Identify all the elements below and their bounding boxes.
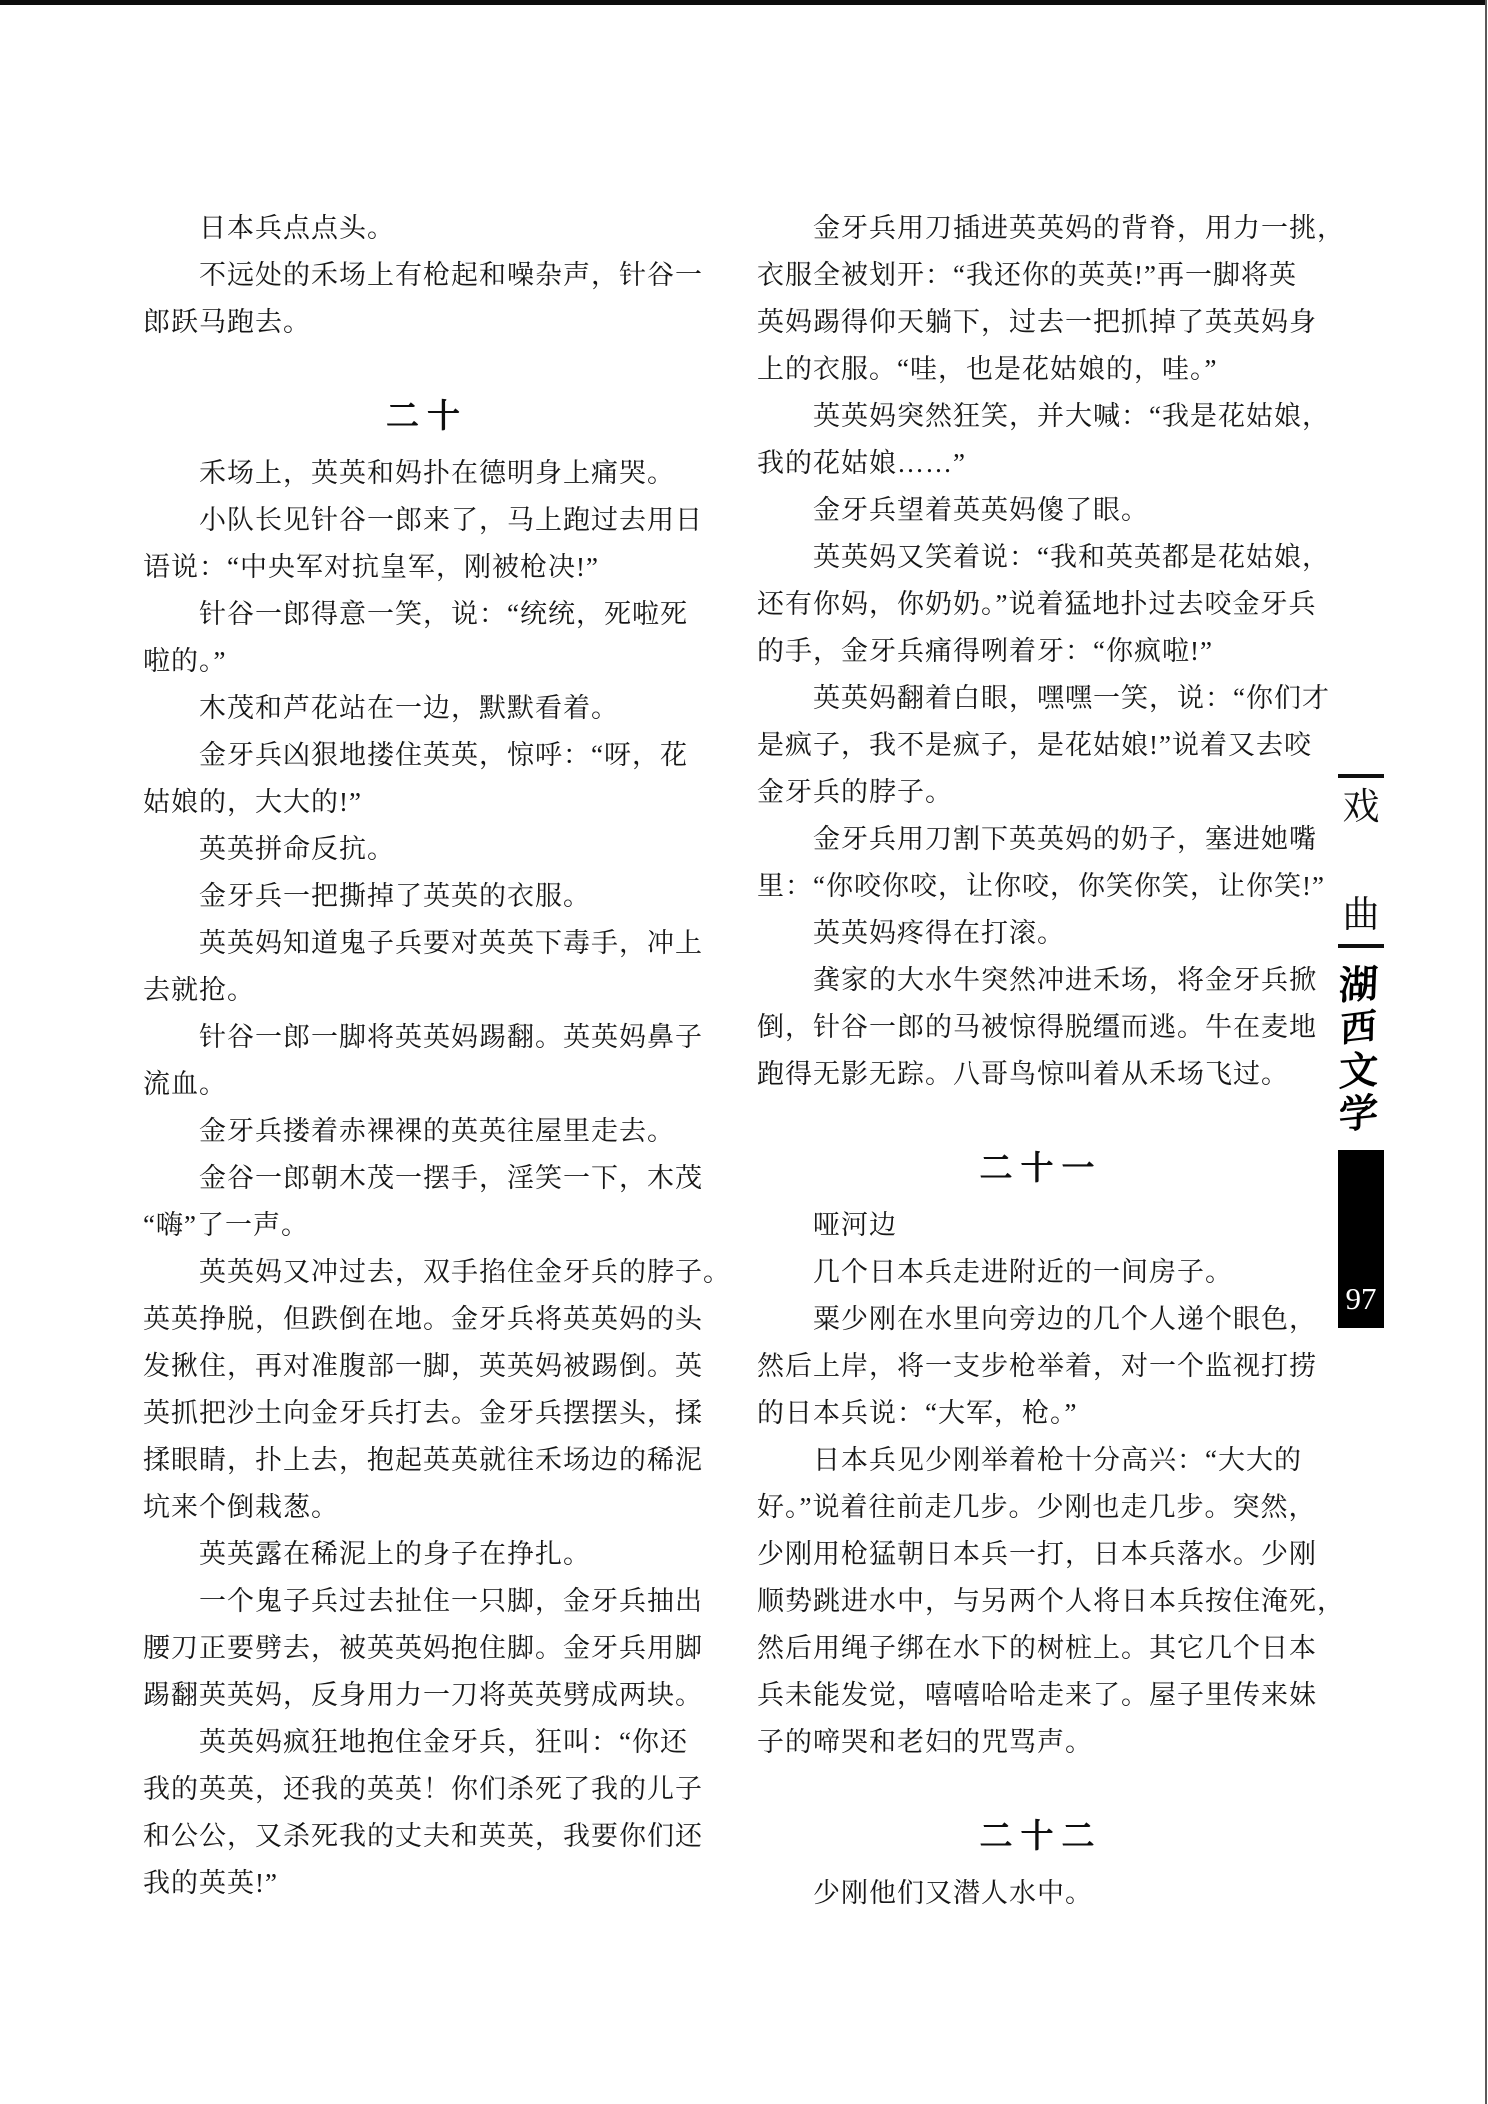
script-text-line: 一个鬼子兵过去扯住一只脚，金牙兵抽出 [143,1586,703,1616]
script-text-line: 少刚用枪猛朝日本兵一打，日本兵落水。少刚 [757,1539,1317,1569]
script-text-line: 我的花姑娘……” [757,448,966,478]
script-text-line: 然后上岸，将一支步枪举着，对一个监视打捞 [757,1351,1317,1381]
script-text-line: 英英妈又笑着说：“我和英英都是花姑娘， [757,542,1330,572]
script-text-line: 英抓把沙土向金牙兵打去。金牙兵摆摆头，揉 [143,1398,703,1428]
script-text-line: 小队长见针谷一郎来了，马上跑过去用日 [143,505,703,535]
script-text-line: 我的英英!” [143,1868,278,1898]
scene-heading: 二十 [386,397,468,434]
section-label-char: 戏 [1342,787,1380,828]
script-text-line: 金牙兵凶狠地搂住英英，惊呼：“呀，花 [143,740,688,770]
script-text-line: 的日本兵说：“大军，枪。” [757,1398,1078,1428]
script-text-line: 上的衣服。“哇，也是花姑娘的，哇。” [757,354,1218,384]
script-text-line: 哑河边 [757,1210,897,1240]
script-text-line: 坑来个倒栽葱。 [143,1492,339,1522]
script-text-line: 英英妈翻着白眼，嘿嘿一笑，说：“你们才 [757,683,1330,713]
script-text-line: 啦的。” [143,646,227,676]
scene-heading: 二十一 [979,1149,1103,1186]
script-text-line: 金牙兵一把撕掉了英英的衣服。 [143,881,591,911]
logo-char: 湖 [1338,962,1380,1009]
top-rule [0,0,1487,5]
script-text-line: 金牙兵用刀插进英英妈的背脊，用力一挑， [757,213,1345,243]
script-text-line: 英妈踢得仰天躺下，过去一把抓掉了英英妈身 [757,307,1317,337]
script-text-line: 和公公，又杀死我的丈夫和英英，我要你们还 [143,1821,703,1851]
script-text-line: 金牙兵望着英英妈傻了眼。 [757,495,1149,525]
script-text-line: 木茂和芦花站在一边，默默看着。 [143,693,619,723]
script-text-line: 禾场上，英英和妈扑在德明身上痛哭。 [143,458,675,488]
script-text-line: 顺势跳进水中，与另两个人将日本兵按住淹死， [757,1586,1345,1616]
page-number: 97 [1345,1281,1377,1316]
logo-char: 文 [1338,1048,1380,1095]
script-text-line: 去就抢。 [143,975,255,1005]
script-text-line: 少刚他们又潜人水中。 [757,1878,1093,1908]
script-text-line: 英英露在稀泥上的身子在挣扎。 [143,1539,591,1569]
script-text-line: 的手，金牙兵痛得咧着牙：“你疯啦!” [757,636,1213,666]
script-text-line: 跑得无影无踪。八哥鸟惊叫着从禾场飞过。 [757,1059,1289,1089]
right-column [757,205,1345,1917]
script-text-line: 几个日本兵走进附近的一间房子。 [757,1257,1233,1287]
logo-char: 学 [1338,1091,1380,1138]
script-text-line: 龚家的大水牛突然冲进禾场，将金牙兵掀 [757,965,1317,995]
script-text-line: 好。”说着往前走几步。少刚也走几步。突然， [757,1492,1317,1522]
script-text-line: 金谷一郎朝木茂一摆手，淫笑一下，木茂 [143,1163,703,1193]
script-text-line: 倒，针谷一郎的马被惊得脱缰而逃。牛在麦地 [757,1012,1317,1042]
script-text-line: 姑娘的，大大的!” [143,787,362,817]
script-text-line: 踢翻英英妈，反身用力一刀将英英劈成两块。 [143,1680,703,1710]
script-text-line: 日本兵点点头。 [143,213,395,243]
script-text-line: 里：“你咬你咬，让你咬，你笑你笑，让你笑!” [757,871,1325,901]
script-text-line: 金牙兵搂着赤裸裸的英英往屋里走去。 [143,1116,675,1146]
left-column [143,205,731,1907]
script-text-line: 揉眼睛，扑上去，抱起英英就往禾场边的稀泥 [143,1445,703,1475]
script-text-line: “嗨”了一声。 [143,1210,309,1240]
script-text-line: 英英妈又冲过去，双手掐住金牙兵的脖子。 [143,1257,731,1287]
script-text-line: 英英妈突然狂笑，并大喊：“我是花姑娘， [757,401,1330,431]
script-text-line: 语说：“中央军对抗皇军，刚被枪决!” [143,552,599,582]
script-text-line: 是疯子，我不是疯子，是花姑娘!”说着又去咬 [757,730,1312,760]
logo-char: 西 [1340,1006,1378,1051]
right-edge-rule [1485,0,1487,2104]
script-text-line: 我的英英，还我的英英！你们杀死了我的儿子 [143,1774,703,1804]
script-text-line: 英英妈疯狂地抱住金牙兵，狂叫：“你还 [143,1727,688,1757]
page-number-box [1338,1150,1384,1328]
script-text-line: 子的啼哭和老妇的咒骂声。 [757,1727,1093,1757]
script-text-line: 还有你妈，你奶奶。”说着猛地扑过去咬金牙兵 [757,589,1317,619]
script-text-line: 英英挣脱，但跌倒在地。金牙兵将英英妈的头 [143,1304,703,1334]
magazine-logo [1332,964,1386,1136]
script-text-line: 发揪住，再对准腹部一脚，英英妈被踢倒。英 [143,1351,703,1381]
section-rule-bottom [1338,944,1384,948]
script-text-line: 然后用绳子绑在水下的树桩上。其它几个日本 [757,1633,1317,1663]
script-text-line: 粟少刚在水里向旁边的几个人递个眼色， [757,1304,1317,1334]
section-label-char: 曲 [1342,895,1380,936]
script-text-line: 不远处的禾场上有枪起和噪杂声，针谷一 [143,260,703,290]
script-text-line: 英英拼命反抗。 [143,834,395,864]
scene-heading: 二十二 [979,1817,1103,1854]
script-text-line: 金牙兵的脖子。 [757,777,953,807]
script-text-line: 金牙兵用刀割下英英妈的奶子，塞进她嘴 [757,824,1317,854]
script-text-line: 郎跃马跑去。 [143,307,311,337]
script-text-line: 英英妈知道鬼子兵要对英英下毒手，冲上 [143,928,703,958]
script-text-line: 流血。 [143,1069,227,1099]
script-text-line: 英英妈疼得在打滚。 [757,918,1065,948]
script-text-line: 针谷一郎一脚将英英妈踢翻。英英妈鼻子 [143,1022,703,1052]
script-text-line: 兵未能发觉，嘻嘻哈哈走来了。屋子里传来妹 [757,1680,1317,1710]
script-text-line: 衣服全被划开：“我还你的英英!”再一脚将英 [757,260,1297,290]
script-text-line: 针谷一郎得意一笑，说：“统统，死啦死 [143,599,688,629]
script-text-line: 日本兵见少刚举着枪十分高兴：“大大的 [757,1445,1302,1475]
script-text-line: 腰刀正要劈去，被英英妈抱住脚。金牙兵用脚 [143,1633,703,1663]
section-rule-top [1338,774,1384,778]
